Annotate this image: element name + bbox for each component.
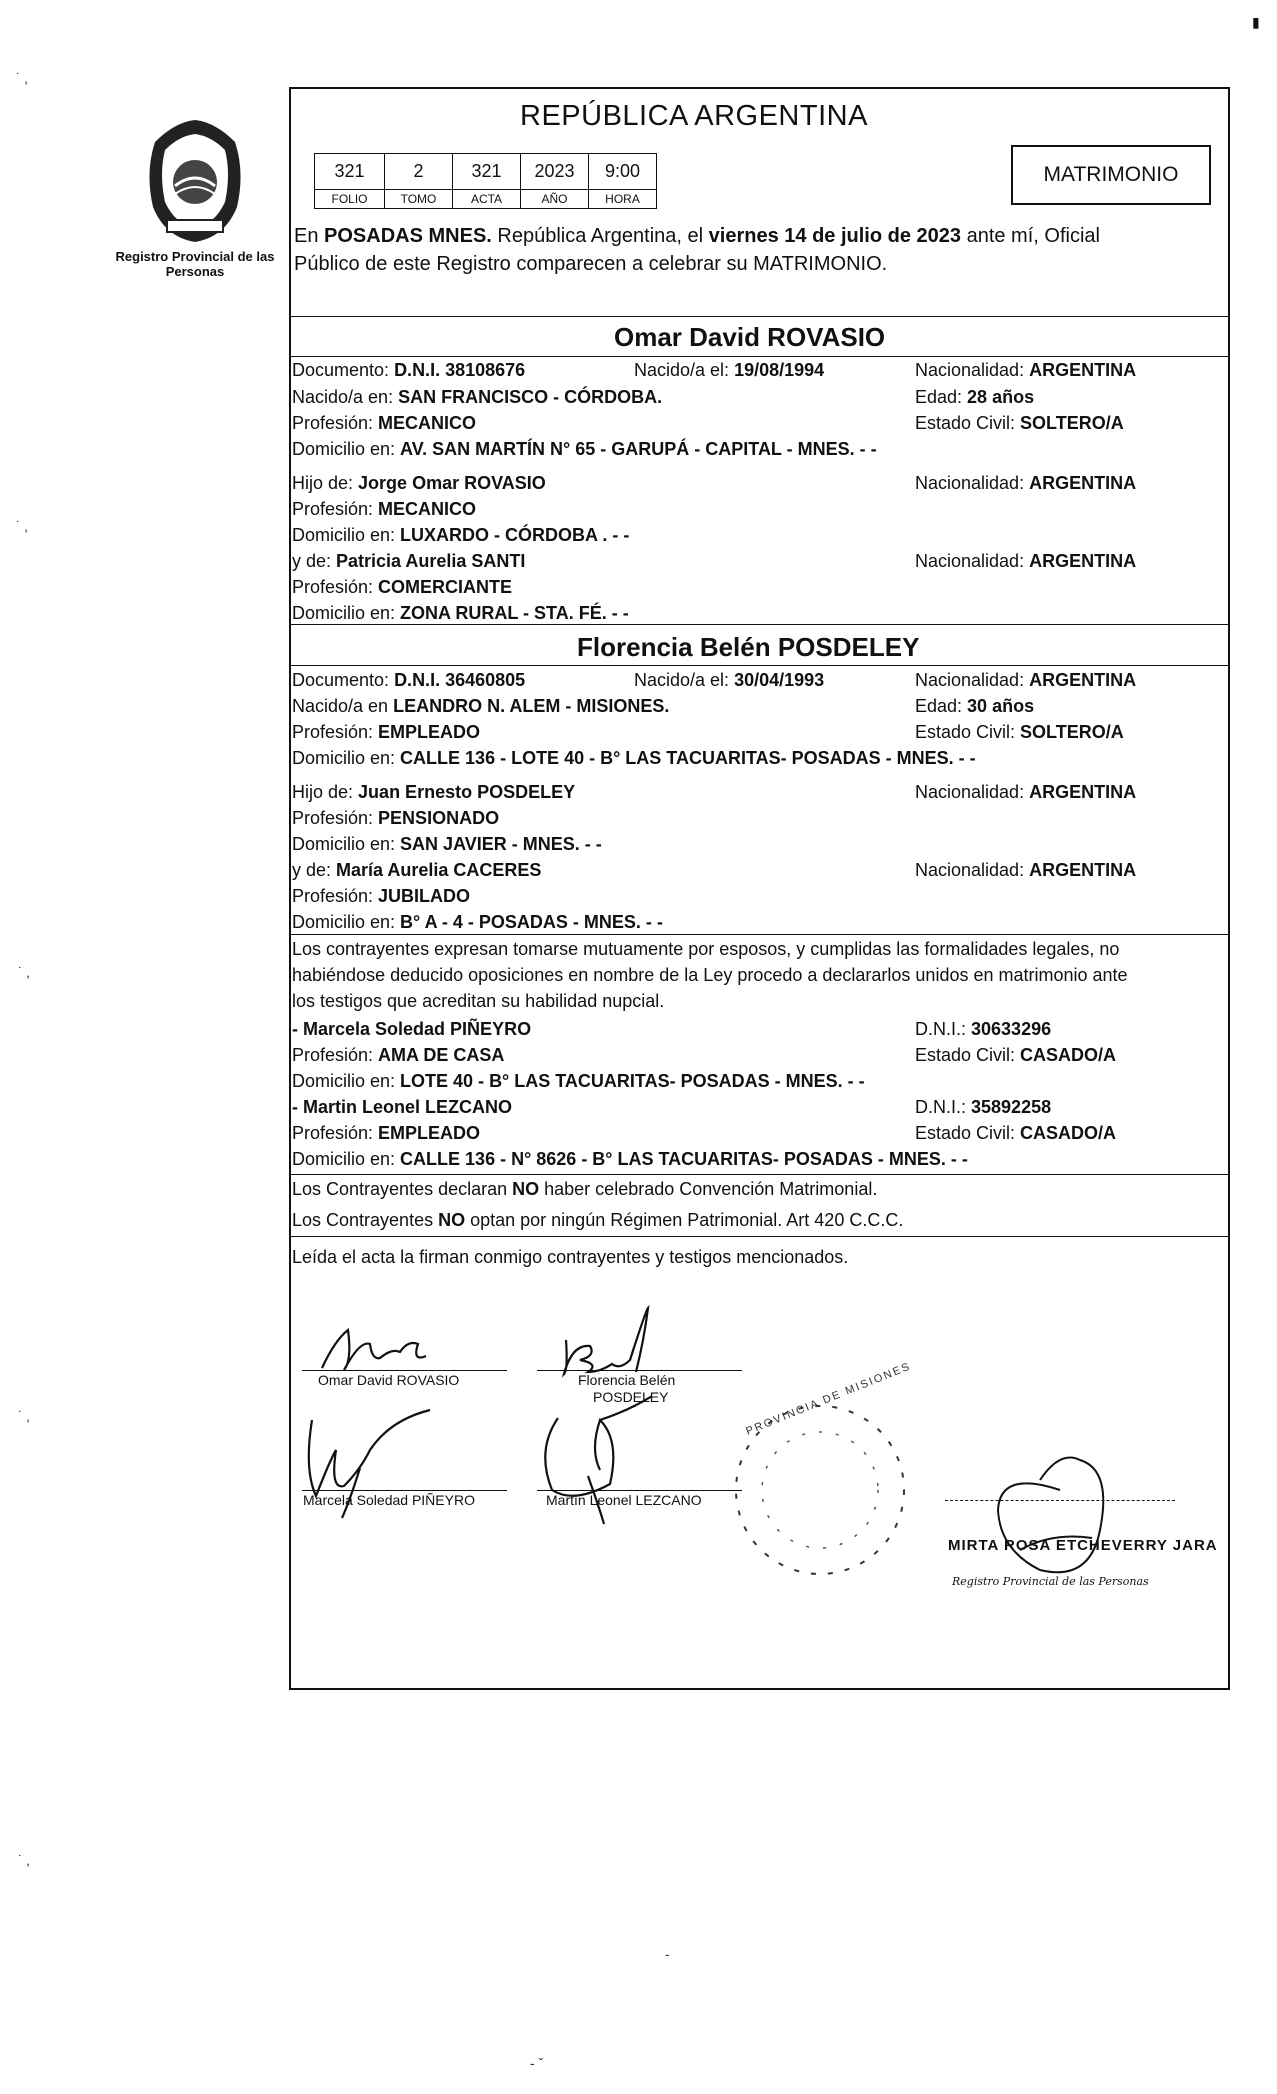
- bride-signature-line: [537, 1370, 742, 1371]
- witness2-civil-status: Estado Civil: CASADO/A: [915, 1123, 1117, 1143]
- groom-age: Edad: 28 años: [915, 387, 1035, 407]
- bride-signature-name-1: Florencia Belén: [578, 1372, 676, 1388]
- groom-signature-icon: [322, 1330, 426, 1370]
- hour-value: 9:00: [589, 154, 657, 190]
- bride-father: Hijo de: Juan Ernesto POSDELEY: [292, 782, 576, 802]
- bride-father-address: Domicilio en: SAN JAVIER - MNES. - -: [292, 834, 602, 854]
- acta-value: 321: [453, 154, 521, 190]
- witness1-name: - Marcela Soledad PIÑEYRO: [292, 1019, 532, 1039]
- bride-mother-nationality: Nacionalidad: ARGENTINA: [915, 860, 1137, 880]
- groom-nationality: Nacionalidad: ARGENTINA: [915, 360, 1137, 380]
- folio-label: FOLIO: [315, 190, 385, 209]
- declaration-line-2: habiéndose deducido oposiciones en nombre de la Ley procedo a declararlos unidos en matrimonio ante: [292, 965, 1128, 985]
- certificate-type: MATRIMONIO: [1011, 145, 1211, 205]
- corner-mark: ▮: [1252, 14, 1260, 30]
- bride-name-heading: Florencia Belén POSDELEY: [577, 632, 920, 662]
- divider: [289, 665, 1230, 666]
- witness2-address: Domicilio en: CALLE 136 - N° 8626 - B° LAS TACUARITAS- POSADAS - MNES. - -: [292, 1149, 968, 1169]
- regime-line-2: Los Contrayentes NO optan por ningún Régimen Patrimonial. Art 420 C.C.C.: [292, 1210, 904, 1230]
- groom-mother-profession: Profesión: COMERCIANTE: [292, 577, 513, 597]
- groom-father-address: Domicilio en: LUXARDO - CÓRDOBA . - -: [292, 525, 630, 545]
- witness1-address: Domicilio en: LOTE 40 - B° LAS TACUARITAS- POSADAS - MNES. - -: [292, 1071, 865, 1091]
- official-stamp-icon: [710, 1390, 930, 1590]
- bride-father-nationality: Nacionalidad: ARGENTINA: [915, 782, 1137, 802]
- bride-birthdate: Nacido/a el: 30/04/1993: [634, 670, 825, 690]
- margin-mark: ˙ ‚: [18, 1852, 30, 1868]
- groom-name-heading: Omar David ROVASIO: [614, 322, 886, 352]
- divider: [289, 356, 1230, 357]
- document-title: REPÚBLICA ARGENTINA: [520, 100, 868, 132]
- groom-birthdate: Nacido/a el: 19/08/1994: [634, 360, 825, 380]
- witness1-civil-status: Estado Civil: CASADO/A: [915, 1045, 1117, 1065]
- groom-document: Documento: D.N.I. 38108676: [292, 360, 526, 380]
- groom-mother-nationality: Nacionalidad: ARGENTINA: [915, 551, 1137, 571]
- stamp-text: PROVINCIA DE MISIONES: [744, 1360, 913, 1438]
- bride-mother: y de: María Aurelia CACERES: [292, 860, 542, 880]
- scan-mark: -: [665, 1946, 670, 1962]
- margin-mark: ˙ ‚: [18, 1408, 30, 1424]
- witness2-profession: Profesión: EMPLEADO: [292, 1123, 481, 1143]
- regime-line-1: Los Contrayentes declaran NO haber celebrado Convención Matrimonial.: [292, 1179, 878, 1199]
- hour-label: HORA: [589, 190, 657, 209]
- declaration-line-3: los testigos que acreditan su habilidad nupcial.: [292, 991, 665, 1011]
- divider: [289, 1174, 1230, 1175]
- groom-birthplace: Nacido/a en: SAN FRANCISCO - CÓRDOBA.: [292, 387, 663, 407]
- declaration-line-1: Los contrayentes expresan tomarse mutuamente por esposos, y cumplidas las formalidades legales, no: [292, 939, 1120, 959]
- registry-table: [314, 153, 657, 209]
- bride-nationality: Nacionalidad: ARGENTINA: [915, 670, 1137, 690]
- groom-father-profession: Profesión: MECANICO: [292, 499, 477, 519]
- witness1-signature-line: [302, 1490, 507, 1491]
- bride-mother-profession: Profesión: JUBILADO: [292, 886, 471, 906]
- groom-father: Hijo de: Jorge Omar ROVASIO: [292, 473, 546, 493]
- official-name: MIRTA ROSA ETCHEVERRY JARA: [948, 1537, 1218, 1554]
- tomo-value: 2: [385, 154, 453, 190]
- witness1-profession: Profesión: AMA DE CASA: [292, 1045, 505, 1065]
- bride-birthplace: Nacido/a en LEANDRO N. ALEM - MISIONES.: [292, 696, 670, 716]
- registry-seal: [100, 112, 290, 279]
- bride-signature-icon: [564, 1308, 648, 1374]
- witness1-signature-name: Marcela Soledad PIÑEYRO: [303, 1492, 475, 1508]
- scan-mark: - ˇ: [530, 2055, 544, 2071]
- official-signature-line: [945, 1500, 1175, 1501]
- groom-profession: Profesión: MECANICO: [292, 413, 477, 433]
- official-subtitle: Registro Provincial de las Personas: [952, 1575, 1149, 1588]
- groom-signature-line: [302, 1370, 507, 1371]
- margin-mark: ˙ ‚: [18, 964, 30, 980]
- groom-mother: y de: Patricia Aurelia SANTI: [292, 551, 526, 571]
- bride-document: Documento: D.N.I. 36460805: [292, 670, 526, 690]
- witness2-signature-name: Martín Leonel LEZCANO: [546, 1492, 702, 1508]
- folio-value: 321: [315, 154, 385, 190]
- intro-text: En POSADAS MNES. República Argentina, el viernes 14 de julio de 2023 ante mí, Oficial Público de este Registro comparecen a celebrar su MATRIMONIO.: [294, 225, 1100, 275]
- seal-label: Registro Provincial de las Personas: [115, 249, 275, 279]
- bride-signature-name-2: POSDELEY: [593, 1389, 669, 1405]
- year-label: AÑO: [521, 190, 589, 209]
- groom-father-nationality: Nacionalidad: ARGENTINA: [915, 473, 1137, 493]
- province-emblem-icon: [135, 112, 255, 244]
- witness2-name: - Martin Leonel LEZCANO: [292, 1097, 512, 1117]
- divider: [289, 316, 1230, 317]
- tomo-label: TOMO: [385, 190, 453, 209]
- closing-statement: Leída el acta la firman conmigo contrayentes y testigos mencionados.: [292, 1247, 849, 1267]
- witness1-dni: D.N.I.: 30633296: [915, 1019, 1052, 1039]
- bride-civil-status: Estado Civil: SOLTERO/A: [915, 722, 1124, 742]
- groom-mother-address: Domicilio en: ZONA RURAL - STA. FÉ. - -: [292, 603, 629, 623]
- bride-father-profession: Profesión: PENSIONADO: [292, 808, 500, 828]
- official-signature-icon: [998, 1458, 1103, 1573]
- groom-civil-status: Estado Civil: SOLTERO/A: [915, 413, 1124, 433]
- bride-mother-address: Domicilio en: B° A - 4 - POSADAS - MNES. - -: [292, 912, 663, 932]
- bride-profession: Profesión: EMPLEADO: [292, 722, 481, 742]
- groom-signature-name: Omar David ROVASIO: [318, 1372, 460, 1388]
- divider: [289, 1236, 1230, 1237]
- margin-mark: ˙ ‚: [16, 518, 28, 534]
- year-value: 2023: [521, 154, 589, 190]
- groom-address: Domicilio en: AV. SAN MARTÍN N° 65 - GARUPÁ - CAPITAL - MNES. - -: [292, 439, 877, 459]
- divider: [289, 934, 1230, 935]
- witness2-dni: D.N.I.: 35892258: [915, 1097, 1052, 1117]
- margin-mark: ˙ ‚: [16, 70, 28, 86]
- bride-address: Domicilio en: CALLE 136 - LOTE 40 - B° LAS TACUARITAS- POSADAS - MNES. - -: [292, 748, 976, 768]
- bride-age: Edad: 30 años: [915, 696, 1035, 716]
- divider: [289, 624, 1230, 625]
- acta-label: ACTA: [453, 190, 521, 209]
